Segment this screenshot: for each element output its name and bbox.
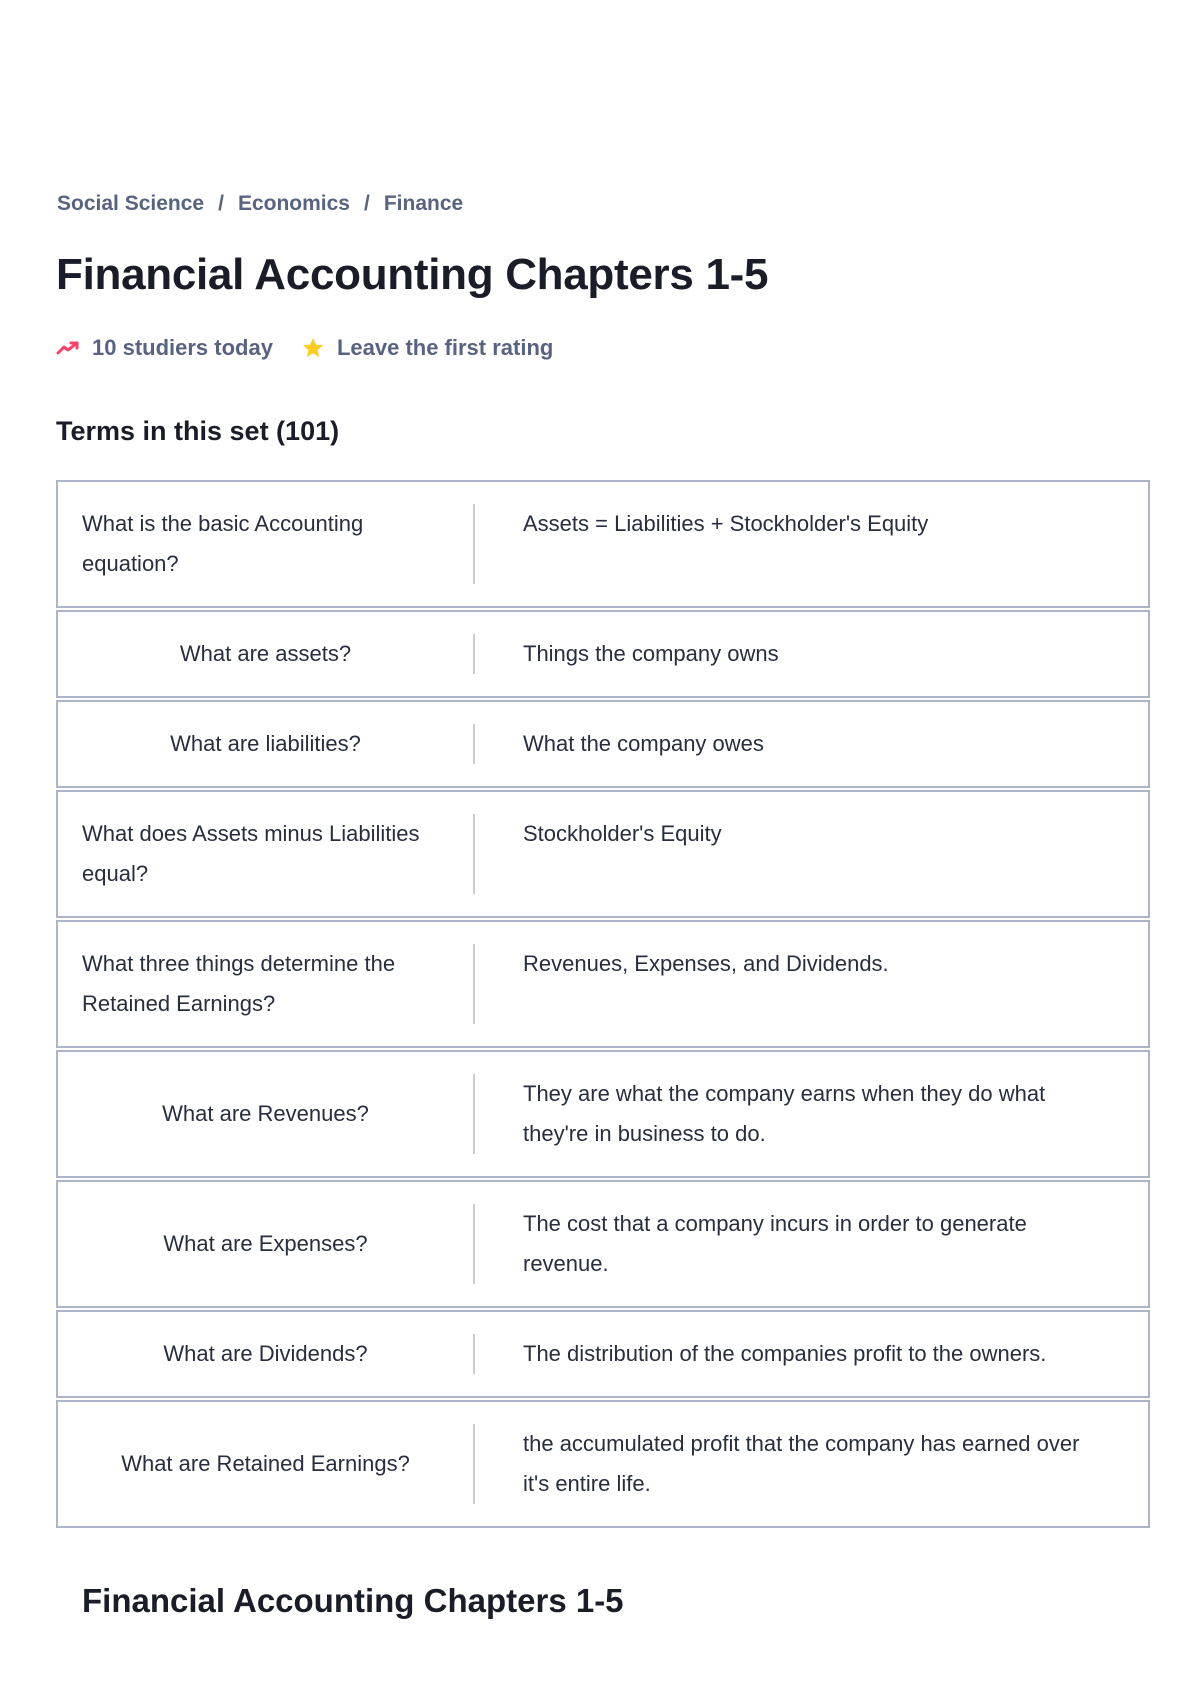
card-term: What are Revenues? <box>162 1101 369 1126</box>
term-card <box>56 700 1150 788</box>
term-card <box>56 1400 1150 1528</box>
breadcrumb-separator: / <box>218 192 224 215</box>
footer-title: Financial Accounting Chapters 1-5 <box>82 1582 624 1619</box>
terms-heading: Terms in this set (101) <box>56 416 340 446</box>
star-icon <box>301 336 325 360</box>
page-title: Financial Accounting Chapters 1-5 <box>56 250 769 299</box>
card-term: What are liabilities? <box>170 731 361 756</box>
breadcrumb-item-social-science[interactable]: Social Science <box>57 192 205 215</box>
term-card <box>56 1180 1150 1308</box>
term-card <box>56 480 1150 608</box>
rating-link[interactable] <box>301 335 553 361</box>
card-term: What are assets? <box>179 641 352 666</box>
term-card <box>56 610 1150 698</box>
card-term: What are Expenses? <box>163 1231 368 1256</box>
breadcrumb-item-finance[interactable]: Finance <box>383 192 464 215</box>
card-term: What three things determine the Retained Earnings? <box>82 951 396 1016</box>
term-card <box>56 1050 1150 1178</box>
studiers-label: 10 studiers today <box>92 335 273 360</box>
card-definition: The cost that a company incurs in order to generate revenue. <box>523 1211 1027 1276</box>
card-term: What are Retained Earnings? <box>121 1451 410 1476</box>
card-definition: They are what the company earns when they do what they're in business to do. <box>523 1081 1046 1146</box>
card-term: What is the basic Accounting equation? <box>82 511 364 576</box>
card-definition: the accumulated profit that the company has earned over it's entire life. <box>523 1431 1080 1496</box>
term-card <box>56 790 1150 918</box>
rating-label: Leave the first rating <box>336 335 554 360</box>
card-definition: Revenues, Expenses, and Dividends. <box>523 951 889 976</box>
card-term: What are Dividends? <box>163 1341 368 1366</box>
set-meta <box>56 335 553 361</box>
studiers-count <box>56 335 273 361</box>
breadcrumb-separator: / <box>363 192 370 215</box>
term-card <box>56 920 1150 1048</box>
trending-up-icon <box>56 340 80 356</box>
card-term: What does Assets minus Liabilities equal? <box>82 821 420 886</box>
card-definition: Things the company owns <box>523 641 779 666</box>
term-card <box>56 1310 1150 1398</box>
breadcrumb-item-economics[interactable]: Economics <box>237 192 350 215</box>
term-card-list <box>56 480 1150 1553</box>
card-definition: Stockholder's Equity <box>523 821 722 846</box>
card-definition: What the company owes <box>523 731 764 756</box>
breadcrumb <box>57 192 463 216</box>
card-definition: Assets = Liabilities + Stockholder's Equity <box>523 511 929 536</box>
card-definition: The distribution of the companies profit to the owners. <box>523 1341 1047 1366</box>
